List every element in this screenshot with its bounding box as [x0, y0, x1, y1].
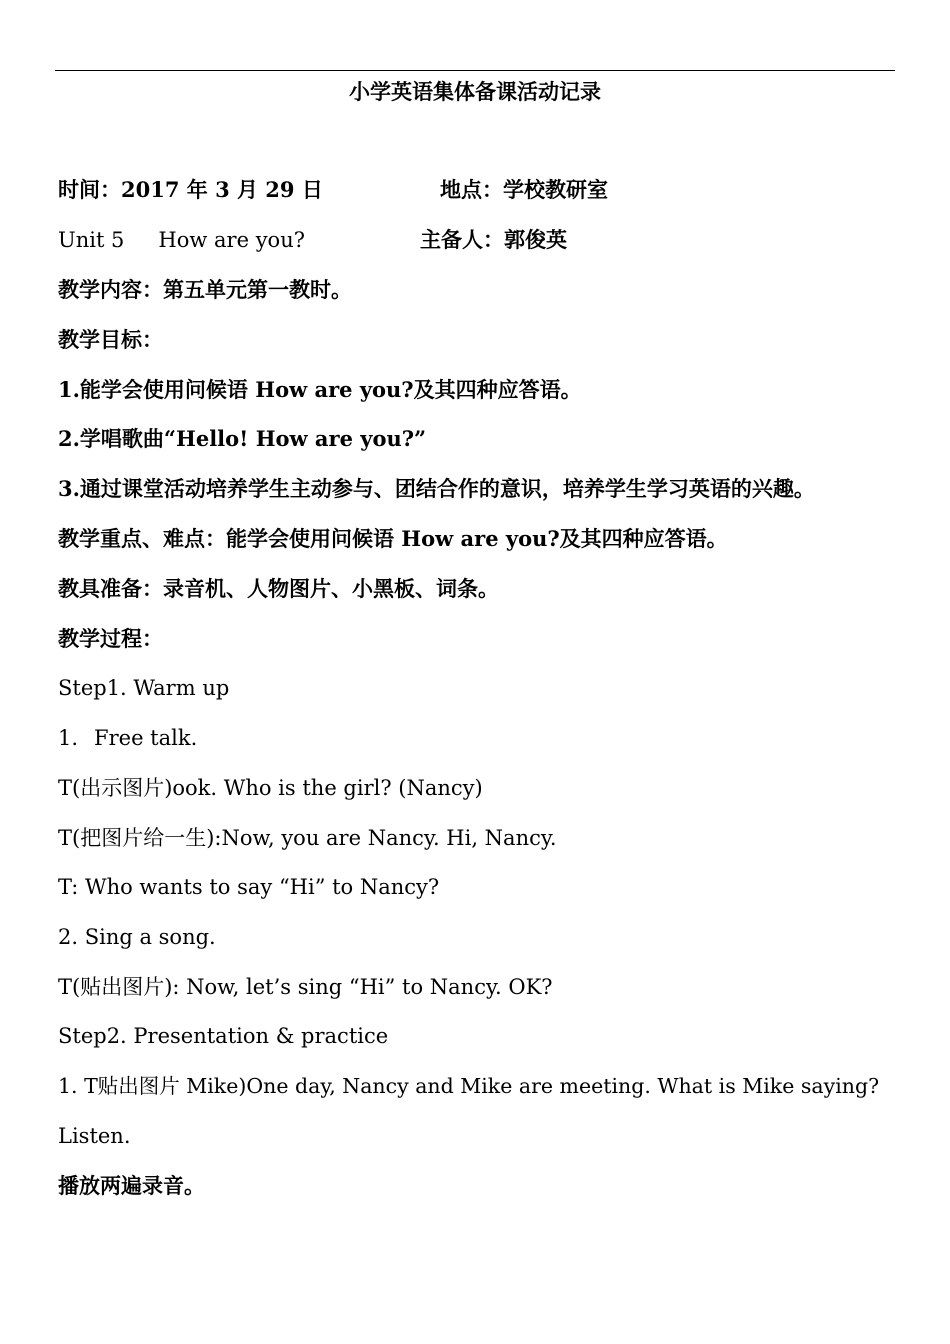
list-number: 1. — [58, 726, 79, 750]
step1-heading: Step1. Warm up — [58, 676, 230, 700]
sing-line: T(贴出图片): Now, let’s sing “Hi” to Nancy. OK? — [58, 975, 553, 999]
step1-item2: 2. Sing a song. — [58, 925, 216, 949]
list-text: Free talk. — [94, 726, 198, 750]
unit-row — [58, 225, 305, 255]
dialog-line: T(把图片给一生):Now, you are Nancy. Hi, Nancy. — [58, 826, 557, 850]
process-heading: 教学过程： — [58, 626, 163, 651]
objective-item: 3.通过课堂活动培养学生主动参与、团结合作的意识，培养学生学习英语的兴趣。 — [58, 476, 815, 501]
time-label: 时间：2017 年 3 月 29 日 — [58, 177, 323, 202]
objective-item: 2.学唱歌曲“Hello! How are you?” — [58, 426, 427, 451]
top-rule — [55, 70, 895, 71]
materials: 教具准备：录音机、人物图片、小黑板、词条。 — [58, 576, 499, 601]
step1-item1 — [58, 723, 197, 753]
document-title: 小学英语集体备课活动记录 — [349, 79, 601, 104]
dialog-line: T: Who wants to say “Hi” to Nancy? — [58, 875, 440, 899]
objective-item: 1.能学会使用问候语 How are you?及其四种应答语。 — [58, 377, 582, 402]
step2-item1: 1. T贴出图片 Mike)One day, Nancy and Mike are meeting. What is Mike saying? — [58, 1074, 880, 1098]
objectives-heading: 教学目标： — [58, 327, 163, 352]
place-label: 地点：学校教研室 — [440, 177, 608, 202]
lead-preparer: 主备人：郭俊英 — [420, 227, 567, 252]
unit-label: Unit 5 — [58, 228, 125, 252]
key-points: 教学重点、难点：能学会使用问候语 How are you?及其四种应答语。 — [58, 526, 728, 551]
dialog-line: T(出示图片)ook. Who is the girl? (Nancy) — [58, 776, 483, 800]
step2-heading: Step2. Presentation & practice — [58, 1024, 389, 1048]
teaching-content: 教学内容：第五单元第一教时。 — [58, 277, 352, 302]
play-recording-line: 播放两遍录音。 — [58, 1173, 205, 1198]
listen-line: Listen. — [58, 1124, 131, 1148]
unit-title: How are you? — [158, 228, 305, 252]
